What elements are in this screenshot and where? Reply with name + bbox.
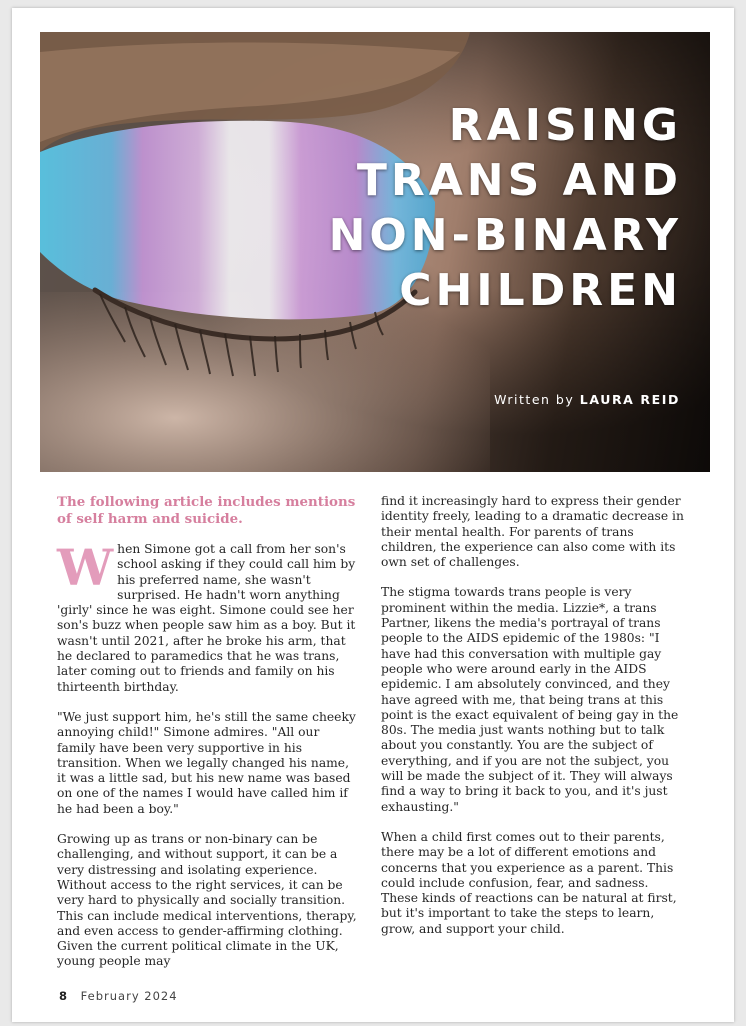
title-line: CHILDREN xyxy=(399,265,682,316)
drop-cap: W xyxy=(57,538,114,597)
content-warning: The following article includes mentions of self harm and suicide. xyxy=(57,494,356,527)
page-number: 8 xyxy=(59,989,69,1003)
title-line: NON-BINARY xyxy=(328,210,682,261)
article-column-left xyxy=(57,494,357,985)
byline-prefix: Written by xyxy=(494,392,575,407)
title-line: RAISING xyxy=(448,100,682,151)
article-paragraph: "We just support him, he's still the same cheeky annoying child!" Simone admires. "All our family have been very supportive in his transition. When we legally changed his name, it was a little sad, but his new name was based on one of the names I would have called him if he had been a boy." xyxy=(57,709,356,816)
author-name: LAURA REID xyxy=(579,392,680,407)
article-paragraph: find it increasingly hard to express their gender identity freely, leading to a dramatic decrease in their mental health. For parents of trans children, the experience can also come with its own set of challenges. xyxy=(381,494,684,570)
article-paragraph xyxy=(57,538,357,695)
issue-date: February 2024 xyxy=(80,989,178,1003)
hero-image xyxy=(40,32,710,472)
article-paragraph: Growing up as trans or non-binary can be challenging, and without support, it can be a very distressing and isolating experience. Without access to the right services, it can be very hard to physically and socially transition. This can include medical interventions, therapy, and even access to gender-affirming clothing. Given the current political climate in the UK, young people may xyxy=(57,832,357,969)
article-column-right xyxy=(381,494,684,952)
paragraph-text: hen Simone got a call from her son's school asking if they could call him by his preferred name, she wasn't surprised. He hadn't worn anything 'girly' since he was eight. Simone could see her son's buzz when people saw him as a boy. But it wasn't until 2021, after he broke his arm, that he declared to paramedics that he was trans, later coming out to friends and family on his thirteenth birthday. xyxy=(57,542,356,694)
page-footer xyxy=(59,989,178,1003)
magazine-page xyxy=(12,8,734,1022)
article-paragraph: The stigma towards trans people is very prominent within the media. Lizzie*, a trans Partner, likens the media's portrayal of trans people to the AIDS epidemic of the 1980s: "I have had this conversation with multiple gay people who were around early in the AIDS epidemic. I am absolutely convinced, and they have agreed with me, that being trans at this point is the exact equivalent of being gay in the 80s. The media just wants nothing but to talk about you constantly. You are the subject of everything, and if you are not the subject, you will be made the subject of it. They will always find a way to bring it back to you, and it's just exhausting." xyxy=(381,585,679,814)
article-title xyxy=(329,98,682,318)
title-line: TRANS AND xyxy=(356,155,682,206)
article-paragraph: When a child first comes out to their parents, there may be a lot of different emotions and concerns that you experience as a parent. This could include confusion, fear, and sadness. These kinds of reactions can be natural at first, but it's important to take the steps to learn, grow, and support your child. xyxy=(381,829,677,936)
byline xyxy=(494,392,680,407)
